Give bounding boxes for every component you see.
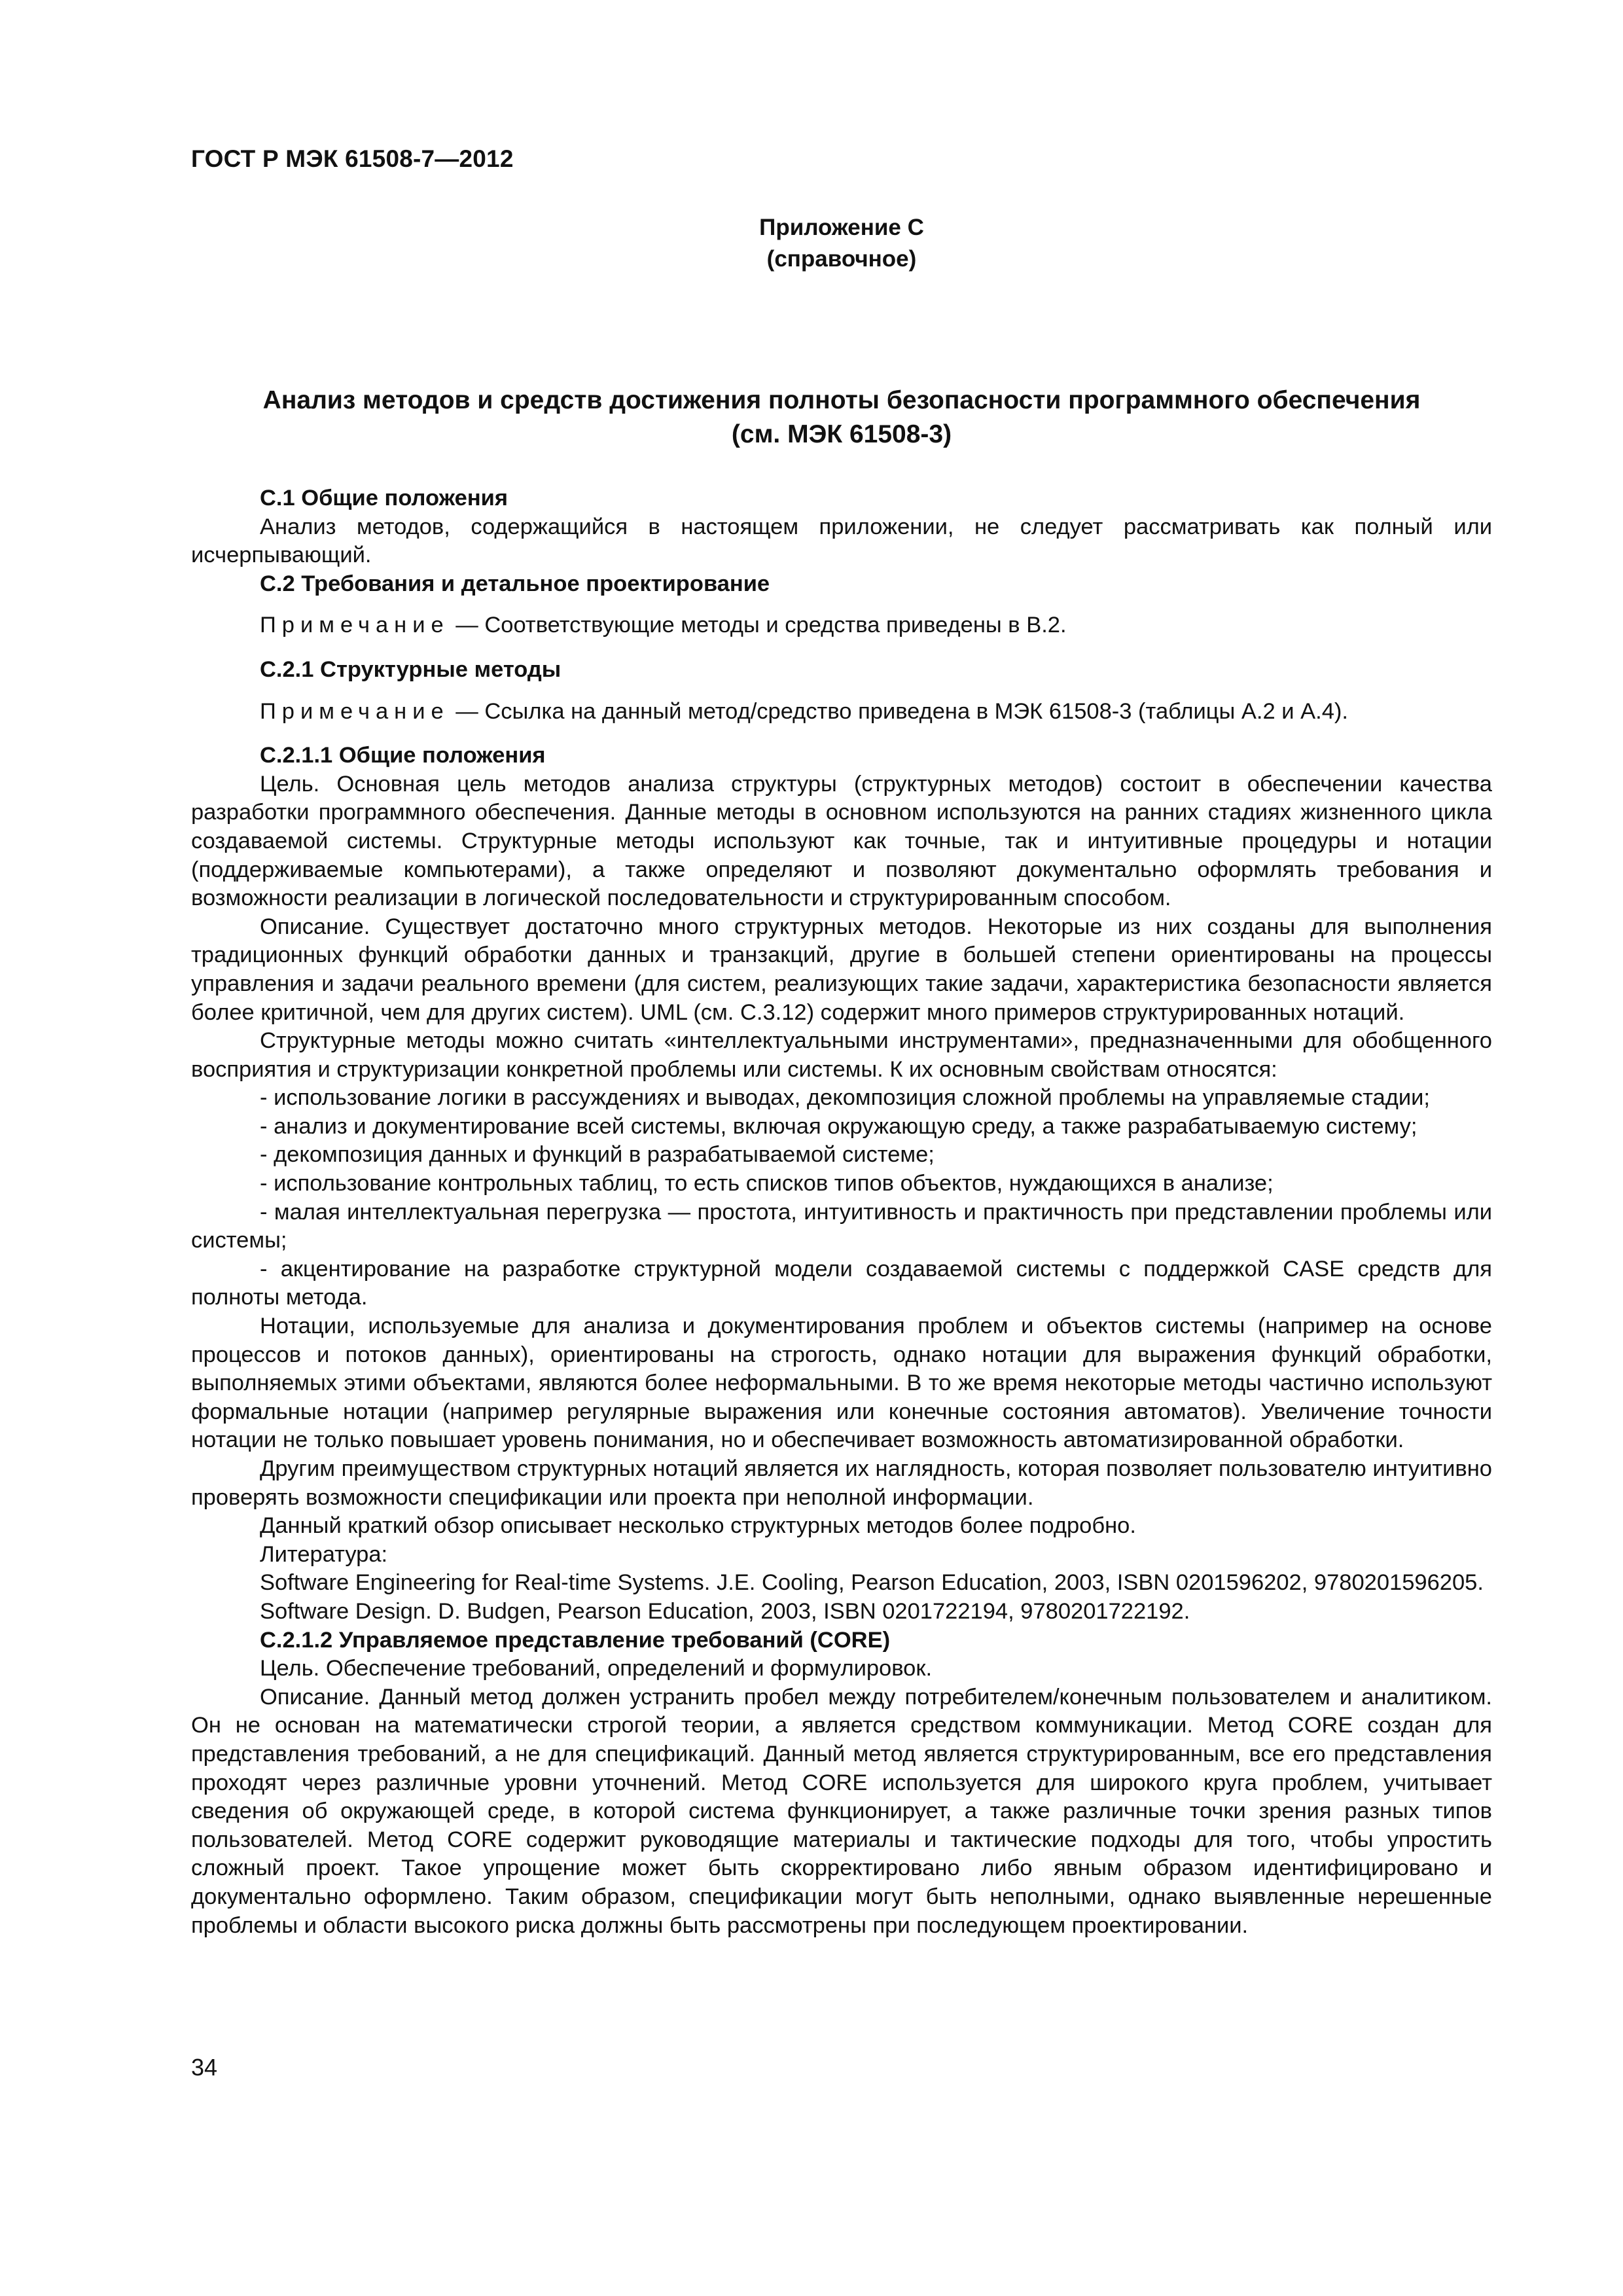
bullet-item: - анализ и документирование всей системы, включая окружающую среду, а также разрабатываемую систему; <box>260 1113 1418 1139</box>
document-body <box>191 484 1492 1940</box>
bullet-item: - использование контрольных таблиц, то есть списков типов объектов, нуждающихся в анализе; <box>260 1171 1274 1196</box>
bullet-item: - акцентирование на разработке структурной модели создаваемой системы с поддержкой CASE средств для полноты метода. <box>191 1256 1492 1310</box>
section-c211-description: Описание. Существует достаточно много структурных методов. Некоторые из них созданы для выполнения традиционных функций обработки данных и транзакций, другие в большей степени ориентированы на процессы управления и задачи реального времени (для систем, реализующих такие задачи, характеристика безопасности является более критичной, чем для других систем). UML (см. С.3.12) содержит много примеров структурированных нотаций. <box>191 914 1492 1025</box>
title-line-1: Анализ методов и средств достижения полноты безопасности программного обеспечения <box>262 386 1421 414</box>
section-c21-note <box>191 698 1492 726</box>
section-c1-heading: С.1 Общие положения <box>260 486 508 511</box>
bullet-item: - малая интеллектуальная перегрузка — простота, интуитивность и практичность при представлении проблемы или системы; <box>191 1199 1492 1253</box>
note-label: Примечание <box>260 613 450 638</box>
section-c211-notations: Нотации, используемые для анализа и документирования проблем и объектов системы (например на основе процессов и потоков данных), ориентированы на строгость, однако нотации для выражения функций обработки, выполняемых этими объектами, являются более неформальными. В то же время некоторые методы частично используют формальные нотации (например регулярные выражения или конечные состояния автоматов). Увеличение точности нотации не только повышает уровень понимания, но и обеспечивает возможность автоматизированной обработки. <box>191 1314 1492 1453</box>
section-c2-note <box>191 611 1492 640</box>
section-c2-heading: С.2 Требования и детальное проектирование <box>260 571 770 596</box>
note-text: — Ссылка на данный метод/средство приведена в МЭК 61508-3 (таблицы А.2 и А.4). <box>449 698 1348 724</box>
section-c212-heading: С.2.1.2 Управляемое представление требований (CORE) <box>260 1627 891 1653</box>
appendix-title: Приложение С <box>759 215 924 240</box>
section-c211-advantage: Другим преимуществом структурных нотаций является их наглядность, которая позволяет пользователю интуитивно проверять возможности спецификации или проекта при неполной информации. <box>191 1456 1492 1510</box>
section-c1-text: Анализ методов, содержащийся в настоящем приложении, не следует рассматривать как полный или исчерпывающий. <box>191 514 1492 568</box>
bullet-item: - декомпозиция данных и функций в разрабатываемой системе; <box>260 1142 935 1168</box>
note-text: — Соответствующие методы и средства приведены в В.2. <box>449 613 1067 638</box>
literature-label: Литература: <box>260 1541 388 1567</box>
page-number: 34 <box>191 2054 218 2081</box>
literature-item: Software Engineering for Real-time Systems. J.E. Cooling, Pearson Education, 2003, ISBN 0201596202, 9780201596205. <box>260 1570 1484 1596</box>
section-c21-heading: С.2.1 Структурные методы <box>260 656 562 682</box>
section-c211-heading: С.2.1.1 Общие положения <box>260 743 546 768</box>
document-title <box>191 384 1492 452</box>
title-line-2: (см. МЭК 61508-3) <box>731 420 952 448</box>
note-label: Примечание <box>260 698 450 724</box>
literature-item: Software Design. D. Budgen, Pearson Education, 2003, ISBN 0201722194, 9780201722192. <box>260 1598 1190 1624</box>
section-c211-overview: Данный краткий обзор описывает несколько структурных методов более подробно. <box>260 1513 1136 1539</box>
appendix-label <box>191 212 1492 275</box>
section-c212-goal: Цель. Обеспечение требований, определений и формулировок. <box>260 1656 933 1681</box>
section-c212-description: Описание. Данный метод должен устранить пробел между потребителем/конечным пользователем и аналитиком. Он не основан на математически строгой теории, а является средством коммуникации. Метод CORE создан для представления требований, а не для спецификаций. Данный метод является структурированным, все его представления проходят через различные уровни уточнений. Метод CORE используется для широкого круга проблем, учитывает сведения об окружающей среде, в которой система функционирует, а также различные точки зрения разных типов пользователей. Метод CORE содержит руководящие материалы и тактические подходы для того, чтобы упростить сложный проект. Такое упрощение может быть скорректировано либо явным образом идентифицировано и документально оформлено. Таким образом, спецификации могут быть неполными, однако выявленные нерешенные проблемы и области высокого риска должны быть рассмотрены при последующем проектировании. <box>191 1684 1492 1938</box>
section-c211-goal: Цель. Основная цель методов анализа структуры (структурных методов) состоит в обеспечении качества разработки программного обеспечения. Данные методы в основном используются на ранних стадиях жизненного цикла создаваемой системы. Структурные методы используют как точные, так и интуитивные процедуры и нотации (поддерживаемые компьютерами), а также определяют и позволяют документально оформлять требования и возможности реализации в логической последовательности и структурированным способом. <box>191 771 1492 911</box>
document-page <box>191 145 1492 1940</box>
section-c211-properties-intro: Структурные методы можно считать «интеллектуальными инструментами», предназначенными для обобщенного восприятия и структуризации конкретной проблемы или системы. К их основным свойствам относятся: <box>191 1028 1492 1082</box>
appendix-subtitle: (справочное) <box>766 246 917 272</box>
document-code-header: ГОСТ Р МЭК 61508-7—2012 <box>191 145 514 172</box>
bullet-item: - использование логики в рассуждениях и выводах, декомпозиция сложной проблемы на управляемые стадии; <box>260 1085 1430 1111</box>
